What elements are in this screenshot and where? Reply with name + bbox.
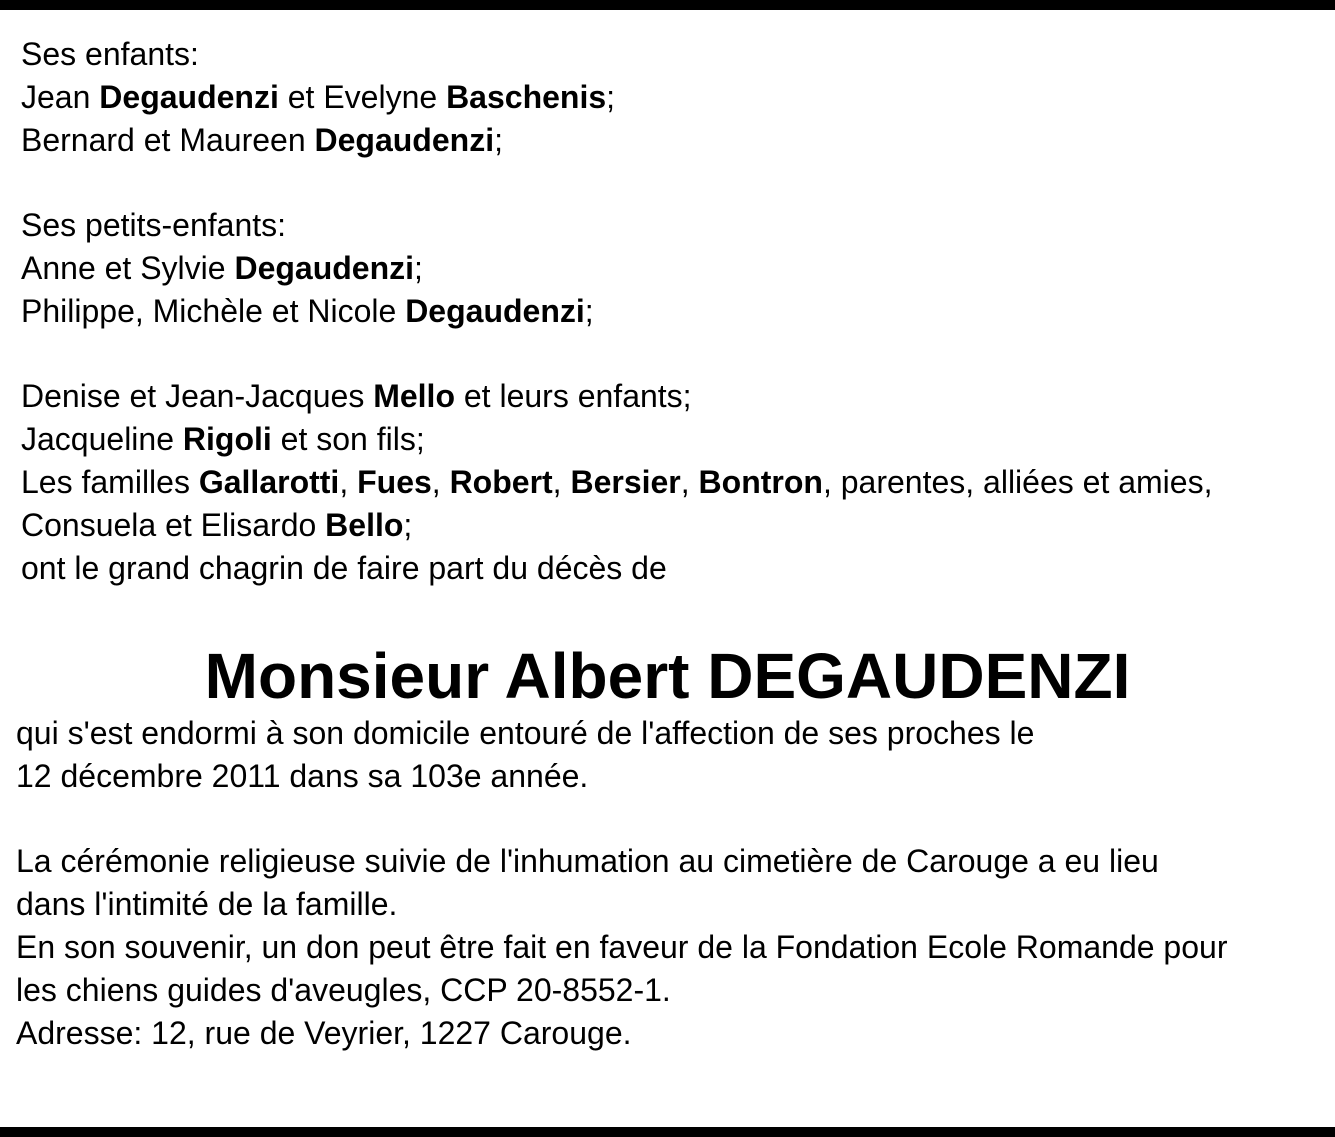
death-line-2: 12 décembre 2011 dans sa 103e année. [16,758,589,794]
spacer [21,162,1212,204]
surname: Degaudenzi [234,250,415,286]
deceased-name: Monsieur Albert DEGAUDENZI [204,640,1131,712]
surname: Baschenis [446,79,607,115]
surname: Bersier [570,464,681,500]
spacer [16,798,1227,840]
relatives-familles: Les familles Gallarotti, Fues, Robert, Bersier, Bontron, parentes, alliées et amies, [21,464,1213,500]
surname: Bello [325,507,404,543]
donation-line-2: les chiens guides d'aveugles, CCP 20-8552-1. [16,972,671,1008]
relatives-mello: Denise et Jean-Jacques Mello et leurs enfants; [21,378,692,414]
surname: Degaudenzi [99,79,279,115]
surname: Degaudenzi [314,122,495,158]
bottom-rule [0,1127,1335,1137]
grandchildren-line-2: Philippe, Michèle et Nicole Degaudenzi; [21,293,594,329]
details-section [16,712,1227,1055]
surname: Robert [449,464,553,500]
surname: Gallarotti [198,464,340,500]
death-line-1: qui s'est endormi à son domicile entouré de l'affection de ses proches le [16,715,1035,751]
grandchildren-heading: Ses petits-enfants: [21,207,287,243]
children-heading: Ses enfants: [21,36,199,72]
children-line-2: Bernard et Maureen Degaudenzi; [21,122,503,158]
top-rule [0,0,1335,10]
spacer [21,333,1212,375]
donation-line-1: En son souvenir, un don peut être fait en faveur de la Fondation Ecole Romande pour [16,929,1228,965]
relatives-bello: Consuela et Elisardo Bello; [21,507,413,543]
relatives-rigoli: Jacqueline Rigoli et son fils; [21,421,425,457]
announcement: ont le grand chagrin de faire part du décès de [21,550,667,586]
grandchildren-line-1: Anne et Sylvie Degaudenzi; [21,250,423,286]
ceremony-line-2: dans l'intimité de la famille. [16,886,398,922]
surname: Mello [373,378,455,414]
surname: Bontron [698,464,823,500]
children-line-1: Jean Degaudenzi et Evelyne Baschenis; [21,79,616,115]
address-line: Adresse: 12, rue de Veyrier, 1227 Carouge. [16,1015,632,1051]
surname: Fues [357,464,432,500]
family-section [21,33,1212,590]
ceremony-line-1: La cérémonie religieuse suivie de l'inhumation au cimetière de Carouge a eu lieu [16,843,1159,879]
surname: Degaudenzi [405,293,585,329]
surname: Rigoli [182,421,272,457]
